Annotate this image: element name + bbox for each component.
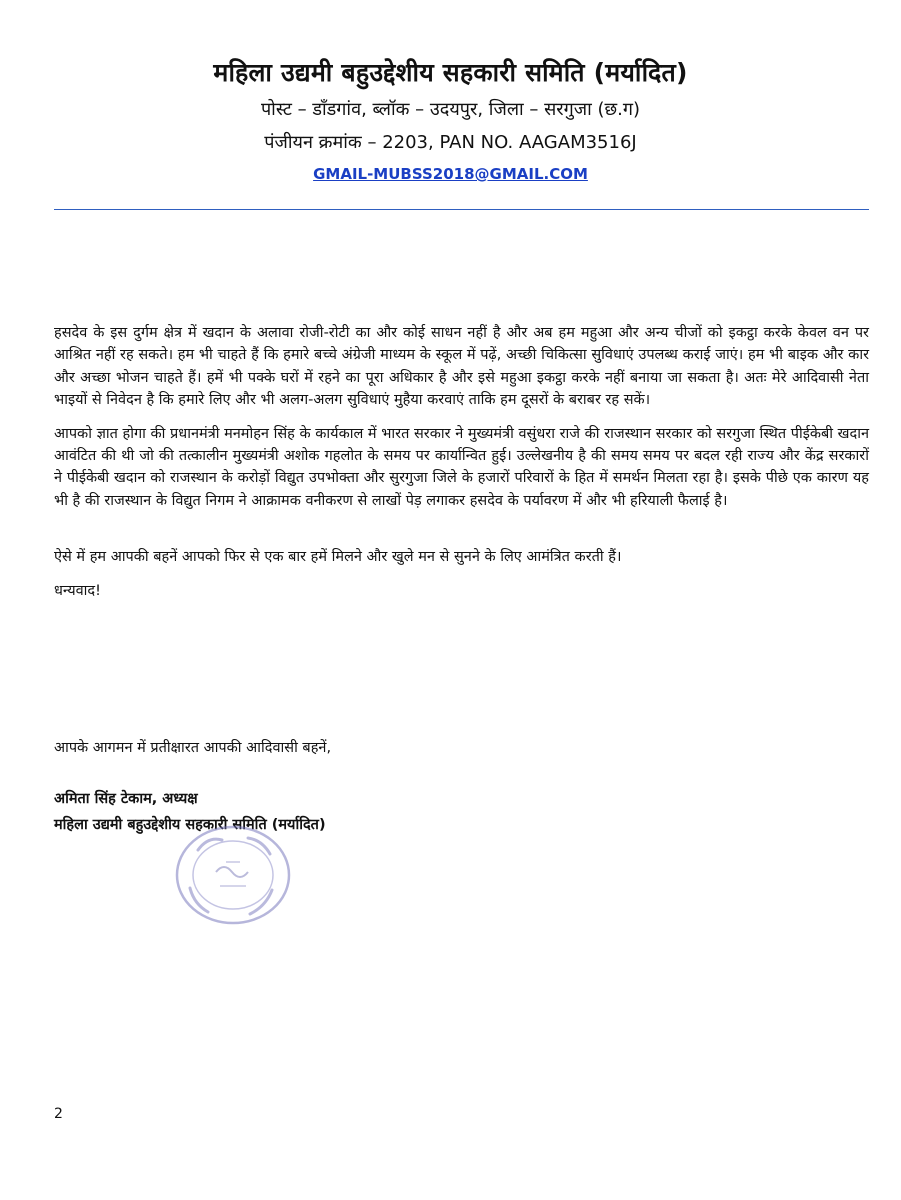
header-divider <box>54 209 869 210</box>
page-number: 2 <box>54 1106 63 1122</box>
body-paragraph: आपको ज्ञात होगा की प्रधानमंत्री मनमोहन सिंह के कार्यकाल में भारत सरकार ने मुख्यमंत्री वसुंधरा राजे की राजस्थान सरकार को सरगुजा स्थित पीईकेबी खदान आवंटित की थी जो की तत्कालीन मुख्यमंत्री अशोक गहलोत के समय पर कार्यान्वित हुई। उल्लेखनीय है की समय समय पर बदल रही राज्य और केंद्र सरकारों ने पीईकेबी खदान को राजस्थान के करोड़ों विद्युत उपभोक्ता और सुरगुजा जिले के हजारों परिवारों के हित में समर्थन मिलता रहा है। इसके पीछे एक कारण यह भी है की राजस्थान के विद्युत निगम ने आक्रामक वनीकरण से लाखों पेड़ लगाकर हसदेव के पर्यावरण में और भी हरियाली फैलाई है। <box>54 425 869 509</box>
organization-name: महिला उद्यमी बहुउद्देशीय सहकारी समिति (मर्यादित) <box>213 58 688 87</box>
body-paragraph: ऐसे में हम आपकी बहनें आपको फिर से एक बार हमें मिलने और खुले मन से सुनने के लिए आमंत्रित करती हैं। <box>54 549 622 566</box>
seal-stamp-icon <box>168 820 298 930</box>
registration-details: पंजीयन क्रमांक – 2203, PAN NO. AAGAM3516J <box>264 132 637 153</box>
closing-line: आपके आगमन में प्रतीक्षारत आपकी आदिवासी बहनें, <box>54 740 332 756</box>
signatory-name: अमिता सिंह टेकाम, अध्यक्ष <box>54 791 198 807</box>
letterhead <box>0 56 901 186</box>
body-paragraph: हसदेव के इस दुर्गम क्षेत्र में खदान के अलावा रोजी-रोटी का और कोई साधन नहीं है और अब हम महुआ और अन्य चीजों को इकट्ठा करके केवल वन पर आश्रित नहीं रह सकते। हम भी चाहते हैं कि हमारे बच्चे अंग्रेजी माध्यम के स्कूल में पढ़ें, अच्छी चिकित्सा सुविधाएं उपलब्ध कराई जाएं। हम भी बाइक और कार और अच्छा भोजन चाहते हैं। हमें भी पक्के घरों में रहने का पूरा अधिकार है और इसे महुआ इकट्ठा करके नहीं बनाया जा सकता है। अतः मेरे आदिवासी नेता भाइयों से निवेदन है कि हमारे लिए और भी अलग-अलग सुविधाएं मुहैया करवाएं ताकि हम दूसरों के बराबर रह सकें। <box>54 325 869 409</box>
thanks-line: धन्यवाद! <box>54 582 101 599</box>
organization-address: पोस्ट – डाँडगांव, ब्लॉक – उदयपुर, जिला – सरगुजा (छ.ग) <box>260 99 641 120</box>
letter-body <box>54 322 869 602</box>
signatory-organization: महिला उद्यमी बहुउद्देशीय सहकारी समिति (मर्यादित) <box>54 817 326 833</box>
email-link[interactable]: GMAIL-MUBSS2018@GMAIL.COM <box>313 165 588 183</box>
